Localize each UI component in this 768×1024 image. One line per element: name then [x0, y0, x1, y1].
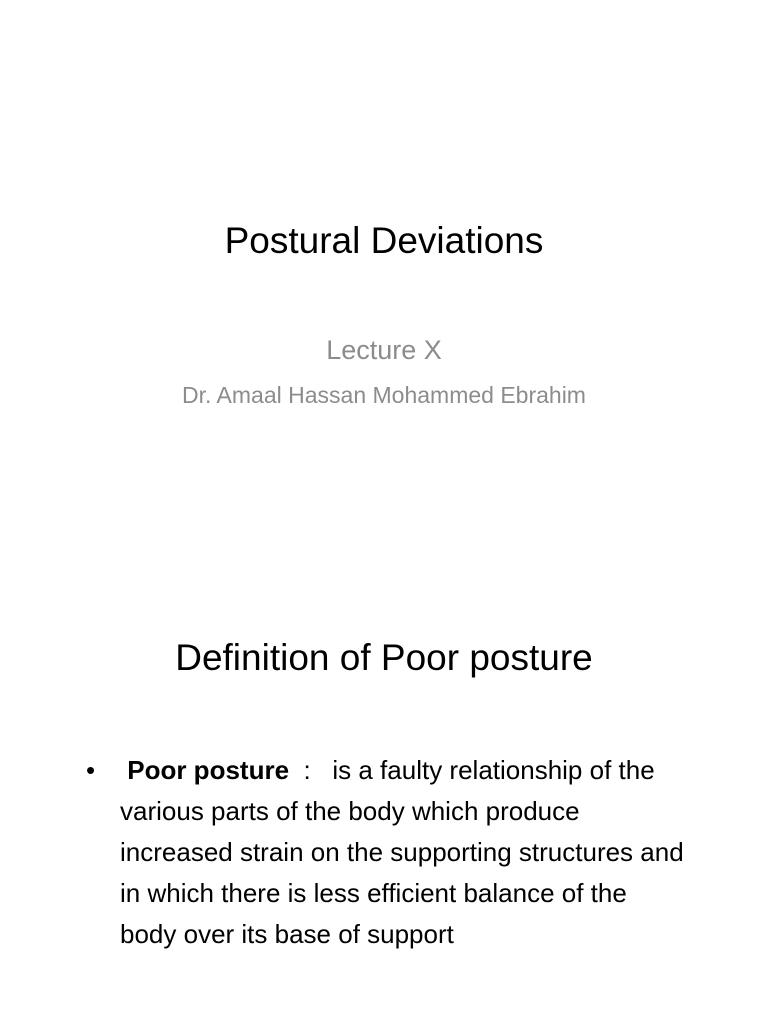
- slide-definition: [0, 576, 768, 1024]
- slide-heading: Definition of Poor posture: [175, 637, 593, 678]
- definition-term: Poor posture: [127, 755, 290, 785]
- bullet-list: [86, 750, 686, 955]
- definition-separator: :: [289, 755, 333, 785]
- author-name: Dr. Amaal Hassan Mohammed Ebrahim: [182, 382, 586, 408]
- lecture-subtitle: Lecture X: [326, 335, 442, 365]
- bullet-icon: •: [86, 755, 96, 785]
- bullet-item: [86, 750, 686, 955]
- definition-text: is a faulty relationship of the various parts of the body which produce increased strain on the supporting structures and in which there is less efficient balance of the body over its base of support: [120, 755, 684, 949]
- presentation-title: Postural Deviations: [224, 220, 544, 261]
